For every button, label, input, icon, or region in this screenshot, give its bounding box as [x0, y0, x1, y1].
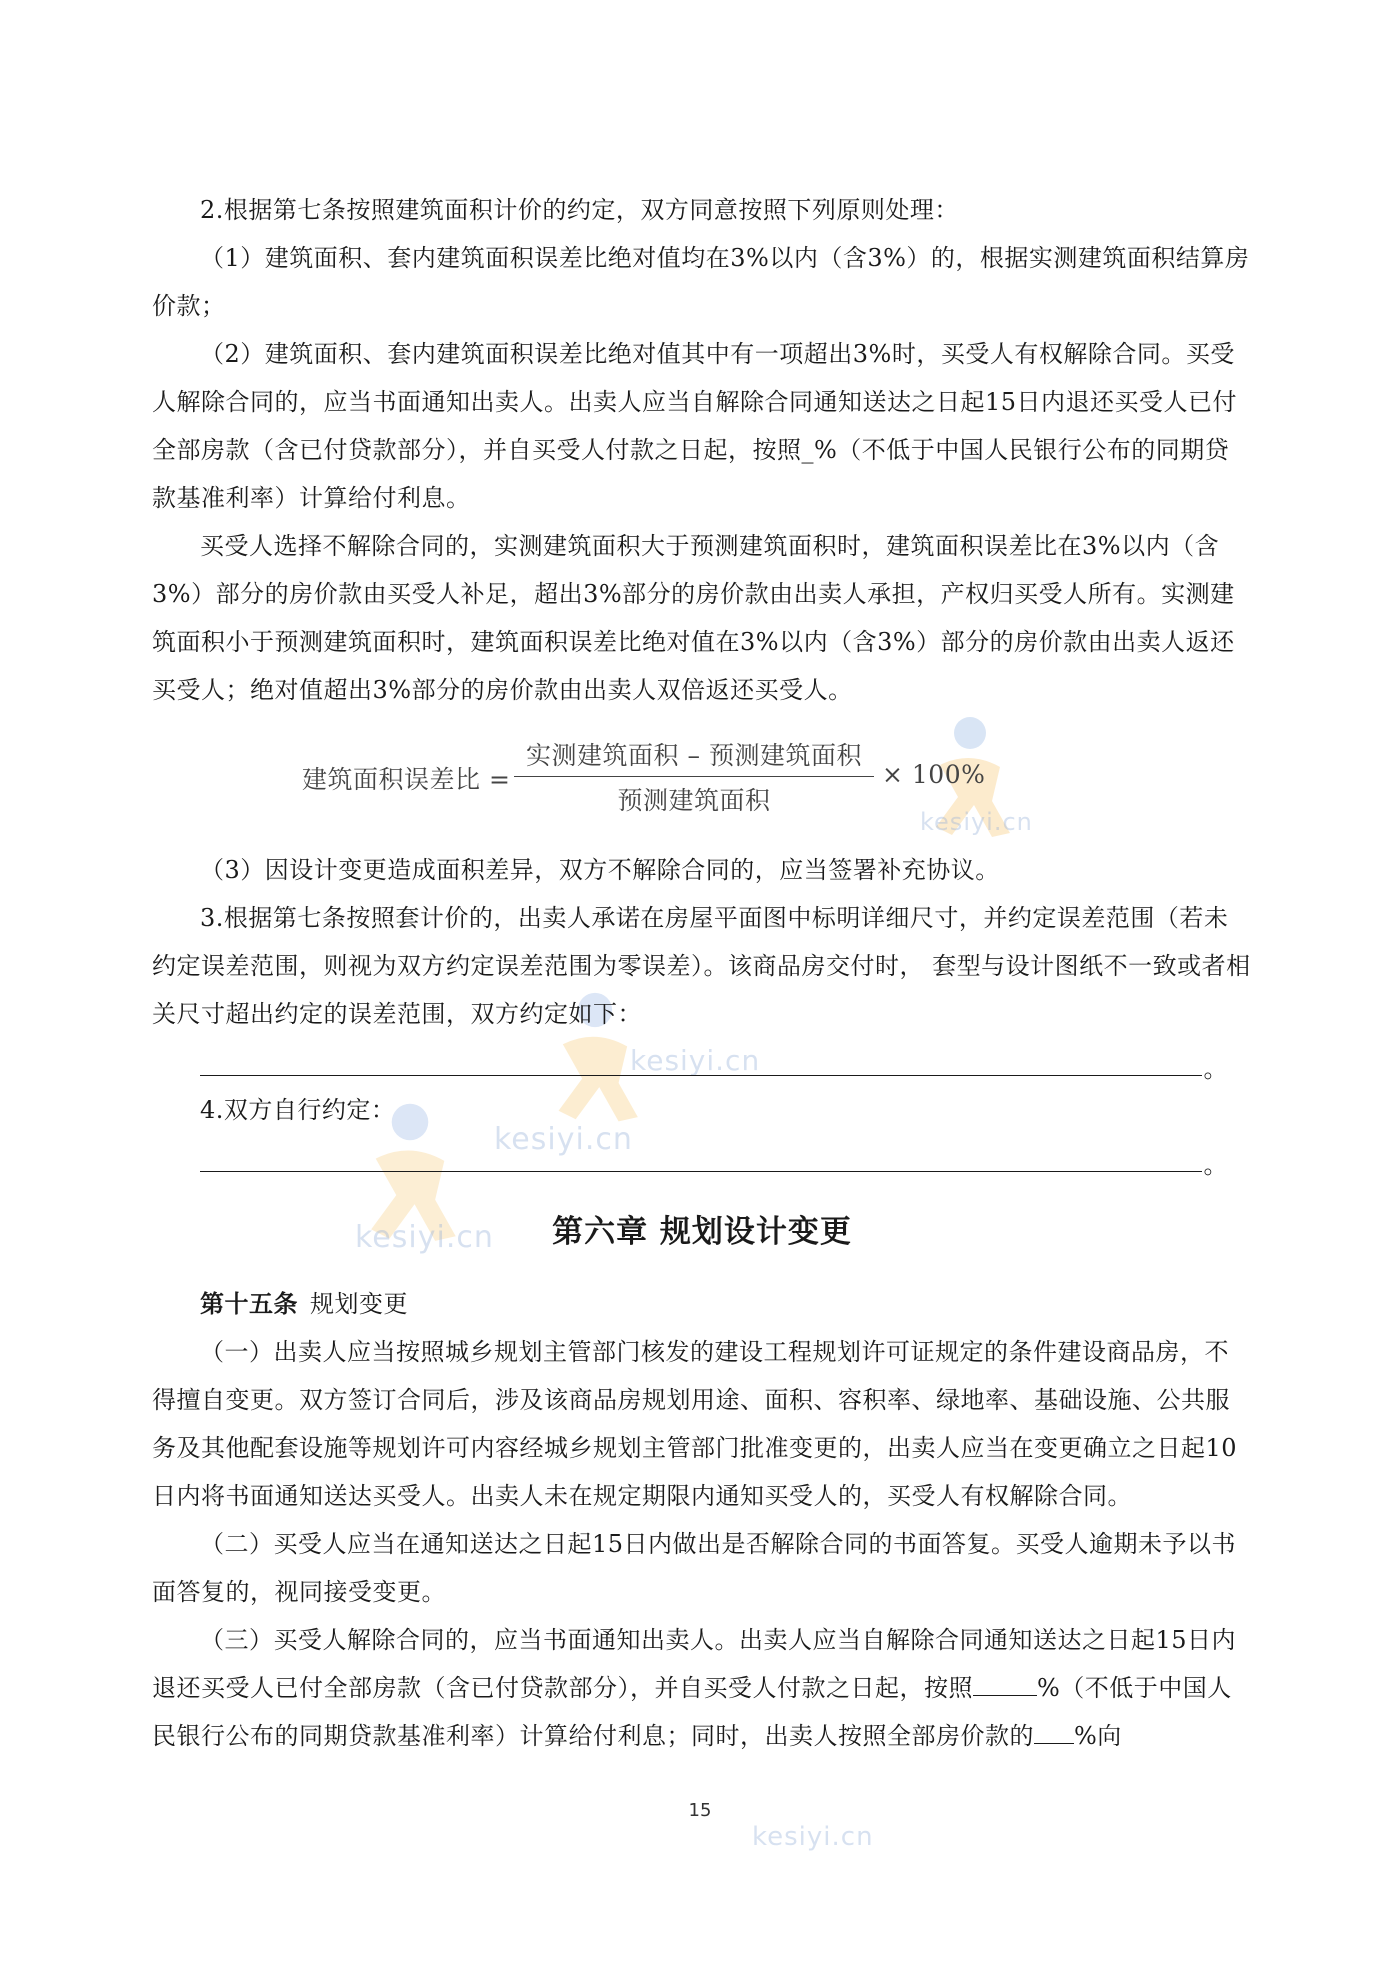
paragraph-part: （三）买受人解除合同的，应当书面通知出卖人。出卖人应当自解除合同通知送达之日起15日内退还买受人已付全部房款（含已付贷款部分），并自买受人付款之日起，按照 — [152, 1626, 1237, 1702]
document-body — [152, 186, 1252, 1760]
fill-in-line — [152, 1038, 1252, 1086]
section-number: 第十五条 — [200, 1290, 298, 1318]
paragraph: （2）建筑面积、套内建筑面积误差比绝对值其中有一项超出3%时，买受人有权解除合同。买受人解除合同的，应当书面通知出卖人。出卖人应当自解除合同通知送达之日起15日内退还买受人已付全部房款（含已付贷款部分），并自买受人付款之日起，按照_%（不低于中国人民银行公布的同期贷款基准利率）计算给付利息。 — [152, 340, 1238, 512]
paragraph: 买受人选择不解除合同的，实测建筑面积大于预测建筑面积时，建筑面积误差比在3%以内（含3%）部分的房价款由买受人补足，超出3%部分的房价款由出卖人承担，产权归买受人所有。实测建筑面积小于预测建筑面积时，建筑面积误差比绝对值在3%以内（含3%）部分的房价款由出卖人返还买受人；绝对值超出3%部分的房价款由出卖人双倍返还买受人。 — [152, 532, 1235, 704]
watermark-text: kesiyi.cn — [920, 808, 1033, 836]
blank-underline — [973, 1669, 1037, 1696]
formula-multiplier: × 100% — [882, 760, 986, 789]
paragraph-part: %向 — [1074, 1722, 1122, 1750]
formula-numerator: 实测建筑面积 – 预测建筑面积 — [514, 736, 874, 777]
section-title: 规划变更 — [310, 1290, 408, 1318]
blank-underline — [200, 1171, 1202, 1172]
watermark-text: kesiyi.cn — [355, 1220, 494, 1255]
chapter-title: 第六章 规划设计变更 — [552, 1214, 852, 1250]
line-end-mark: 。 — [1203, 1151, 1228, 1179]
formula-lhs: 建筑面积误差比 = — [302, 765, 511, 794]
formula-fraction — [514, 736, 874, 817]
area-error-formula — [152, 732, 1252, 836]
page-number: 15 — [688, 1800, 712, 1821]
item-4-label: 4.双方自行约定： — [200, 1096, 396, 1124]
paragraph: 2.根据第七条按照建筑面积计价的约定，双方同意按照下列原则处理： — [200, 196, 959, 224]
watermark-text: kesiyi.cn — [630, 1044, 761, 1077]
line-end-mark: 。 — [1203, 1055, 1228, 1083]
formula-denominator: 预测建筑面积 — [617, 786, 771, 815]
paragraph: （二）买受人应当在通知送达之日起15日内做出是否解除合同的书面答复。买受人逾期未予以书面答复的，视同接受变更。 — [152, 1530, 1237, 1606]
fill-in-line — [152, 1134, 1252, 1182]
watermark-text: kesiyi.cn — [494, 1122, 633, 1157]
blank-underline — [200, 1075, 1202, 1076]
section-heading — [152, 1280, 1252, 1328]
paragraph: （1）建筑面积、套内建筑面积误差比绝对值均在3%以内（含3%）的，根据实测建筑面积结算房价款； — [152, 244, 1250, 320]
paragraph: （一）出卖人应当按照城乡规划主管部门核发的建设工程规划许可证规定的条件建设商品房，不得擅自变更。双方签订合同后，涉及该商品房规划用途、面积、容积率、绿地率、基础设施、公共服务及其他配套设施等规划许可内容经城乡规划主管部门批准变更的，出卖人应当在变更确立之日起10日内将书面通知送达买受人。出卖人未在规定期限内通知买受人的，买受人有权解除合同。 — [152, 1338, 1238, 1510]
paragraph: 3.根据第七条按照套计价的，出卖人承诺在房屋平面图中标明详细尺寸，并约定误差范围（若未约定误差范围，则视为双方约定误差范围为零误差）。该商品房交付时， 套型与设计图纸不一致或者相关尺寸超出约定的误差范围，双方约定如下： — [152, 904, 1251, 1028]
paragraph — [152, 1616, 1252, 1760]
watermark-text: kesiyi.cn — [752, 1822, 874, 1852]
blank-underline — [1034, 1717, 1074, 1744]
paragraph-part: %（不低于中国人民银行公布的同期贷款基准利率）计算给付利息；同时，出卖人按照全部房价款的 — [152, 1674, 1232, 1750]
paragraph: （3）因设计变更造成面积差异，双方不解除合同的，应当签署补充协议。 — [200, 856, 1000, 884]
